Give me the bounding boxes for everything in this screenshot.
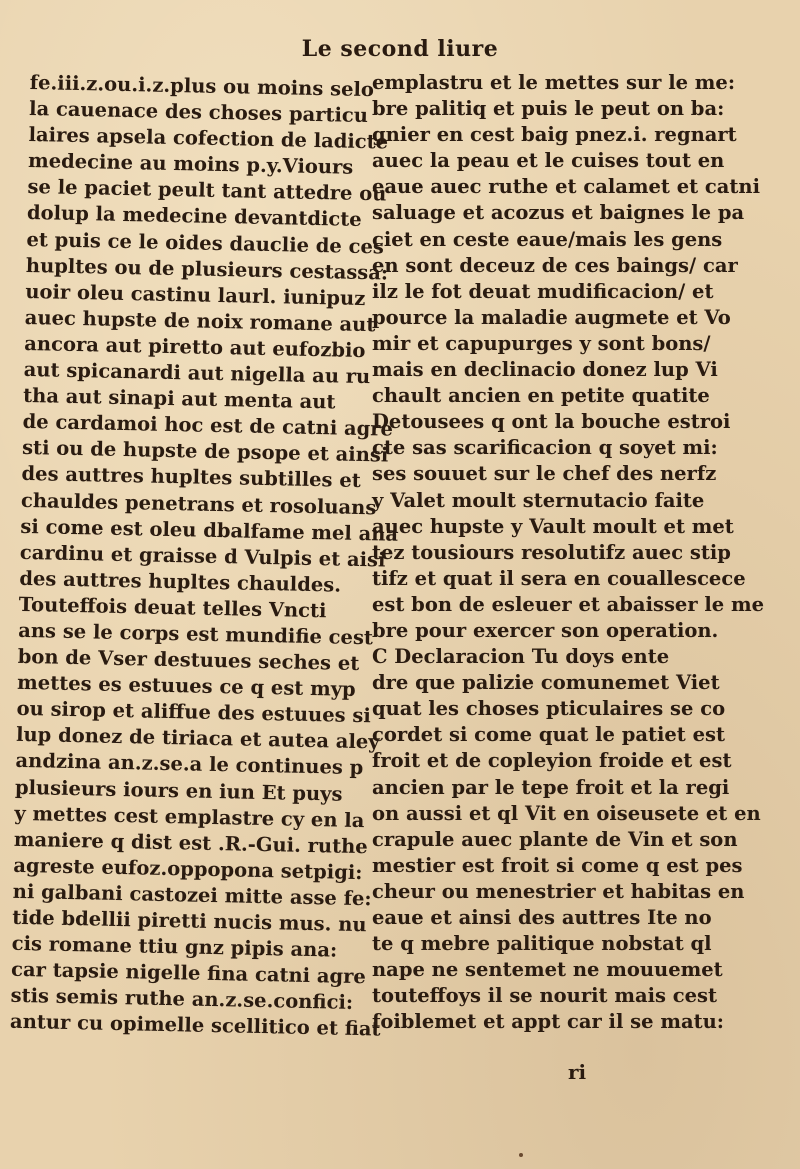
text-line: plusieurs iours en iun Et puys xyxy=(14,775,343,806)
text-line: si come est oleu dbalfame mel ana xyxy=(20,514,399,546)
text-line: ses souuet sur le chef des nerfz xyxy=(372,462,717,486)
right-text-column xyxy=(372,70,765,1035)
text-line: dolup la medecine devantdicte xyxy=(26,201,362,232)
text-line: pource la maladie augmete et Vo xyxy=(372,305,731,329)
text-line: tha aut sinapi aut menta aut xyxy=(22,384,336,414)
text-line: mettes es estuues ce q est myp xyxy=(16,671,356,702)
text-line: auec la peau et le cuises tout en xyxy=(372,149,725,173)
text-line: aut spicanardi aut nigella au ru xyxy=(23,357,371,389)
left-text-column xyxy=(9,70,399,1042)
text-line: de cardamoi hoc est de catni agre xyxy=(22,410,394,441)
text-line: bon de Vser destuues seches et xyxy=(17,644,360,676)
text-line: ou sirop et aliffue des estuues si xyxy=(16,697,372,728)
text-line: ancora aut piretto aut eufozbio xyxy=(24,331,366,363)
text-line: tifz et quat il sera en couallescece xyxy=(372,566,746,590)
text-line: car tapsie nigelle fina catni agre xyxy=(10,957,367,989)
ink-speck xyxy=(519,1153,523,1157)
text-line: nape ne sentemet ne mouuemet xyxy=(372,958,723,982)
text-line: medecine au moins p.y.Viours xyxy=(27,149,354,180)
text-line: se le paciet peult tant attedre ou xyxy=(27,175,387,206)
text-line: crapule auec plante de Vin et son xyxy=(372,827,738,851)
text-line: maniere q dist est .R.-Gui. ruthe xyxy=(13,827,368,858)
text-line: auec hupste de noix romane aut xyxy=(24,305,376,337)
text-line: te q mebre palitique nobstat ql xyxy=(372,932,712,956)
text-line: cheur ou menestrier et habitas en xyxy=(372,879,745,903)
text-line: et puis ce le oides dauclie de ces xyxy=(26,227,385,259)
text-line: Touteffois deuat telles Vncti xyxy=(18,592,327,623)
text-line: cis romane ttiu gnz pipis ana: xyxy=(11,931,338,962)
text-line: bre pour exercer son operation. xyxy=(372,618,719,642)
text-line: ilz le fot deuat mudificacion/ et xyxy=(372,279,714,303)
text-line: andzina an.z.se.a le continues p xyxy=(15,749,364,780)
text-line: foiblemet et appt car il se matu: xyxy=(372,1010,724,1034)
text-line: Detousees q ont la bouche estroi xyxy=(372,410,731,434)
text-line: agreste eufoz.oppopona setpigi: xyxy=(13,853,363,884)
catchword: ri xyxy=(568,1060,587,1084)
text-line: antur cu opimelle scellitico et fiat xyxy=(9,1010,381,1041)
text-line: C Declaracion Tu doys ente xyxy=(372,645,670,669)
text-line: ans se le corps est mundifie cest xyxy=(18,618,374,650)
text-line: uoir oleu castinu laurl. iunipuz xyxy=(25,279,366,310)
text-line: est bon de esleuer et abaisser le me xyxy=(372,592,765,616)
text-line: touteffoys il se nourit mais cest xyxy=(372,984,718,1008)
text-line: eaue auec ruthe et calamet et catni xyxy=(372,175,761,199)
text-line: mir et capupurges y sont bons/ xyxy=(372,331,711,355)
text-line: eaue et ainsi des auttres Ite no xyxy=(372,906,712,929)
text-line: cte sas scarificacion q soyet mi: xyxy=(372,436,718,460)
text-line: fe.iii.z.ou.i.z.plus ou moins selo xyxy=(29,70,375,102)
text-line: tez tousiours resolutifz auec stip xyxy=(372,540,731,564)
text-line: stis semis ruthe an.z.se.confici: xyxy=(10,984,354,1015)
text-line: ni galbani castozei mitte asse fe: xyxy=(12,879,372,911)
text-line: la cauenace des choses particu xyxy=(28,97,369,128)
text-line: saluage et acozus et baignes le pa xyxy=(372,201,745,225)
text-line: laires apsela cofection de ladicte xyxy=(28,123,389,154)
text-line: des auttres hupltes subtilles et xyxy=(21,462,361,493)
text-line: chault ancien en petite quatite xyxy=(372,384,710,408)
text-line: cardinu et graisse d Vulpis et aisi xyxy=(19,540,386,572)
text-line: chauldes penetrans et rosoluans xyxy=(20,488,377,519)
text-line: tide bdellii piretti nucis mus. nu xyxy=(12,905,367,937)
text-line: cordet si come quat le patiet est xyxy=(372,723,725,747)
text-line: ancien par le tepe froit et la regi xyxy=(372,775,730,799)
text-line: dre que palizie comunemet Viet xyxy=(372,671,720,695)
running-head: Le second liure xyxy=(301,36,499,62)
text-line: mais en declinacio donez lup Vi xyxy=(372,358,718,382)
text-line: on aussi et ql Vit en oiseusete et en xyxy=(372,801,761,825)
text-line: ciet en ceste eaue/mais les gens xyxy=(372,227,723,251)
text-line: bre palitiq et puis le peut on ba: xyxy=(372,97,725,121)
text-line: gnier en cest baig pnez.i. regnart xyxy=(372,123,737,147)
text-line: quat les choses pticulaires se co xyxy=(372,697,726,721)
text-line: sti ou de hupste de psope et ainsi xyxy=(21,436,389,467)
text-line: lup donez de tiriaca et autea aley xyxy=(15,723,380,754)
text-line: froit et de copleyion froide et est xyxy=(372,749,732,773)
text-line: y Valet moult sternutacio faite xyxy=(372,488,705,512)
text-line: emplastru et le mettes sur le me: xyxy=(372,71,736,94)
text-line: des auttres hupltes chauldes. xyxy=(19,566,342,597)
text-line: en sont deceuz de ces baings/ car xyxy=(372,253,738,277)
text-line: auec hupste y Vault moult et met xyxy=(372,514,734,538)
text-line: y mettes cest emplastre cy en la xyxy=(14,801,365,832)
text-line: hupltes ou de plusieurs cestassa: xyxy=(25,253,389,285)
text-line: mestier est froit si come q est pes xyxy=(372,853,743,877)
